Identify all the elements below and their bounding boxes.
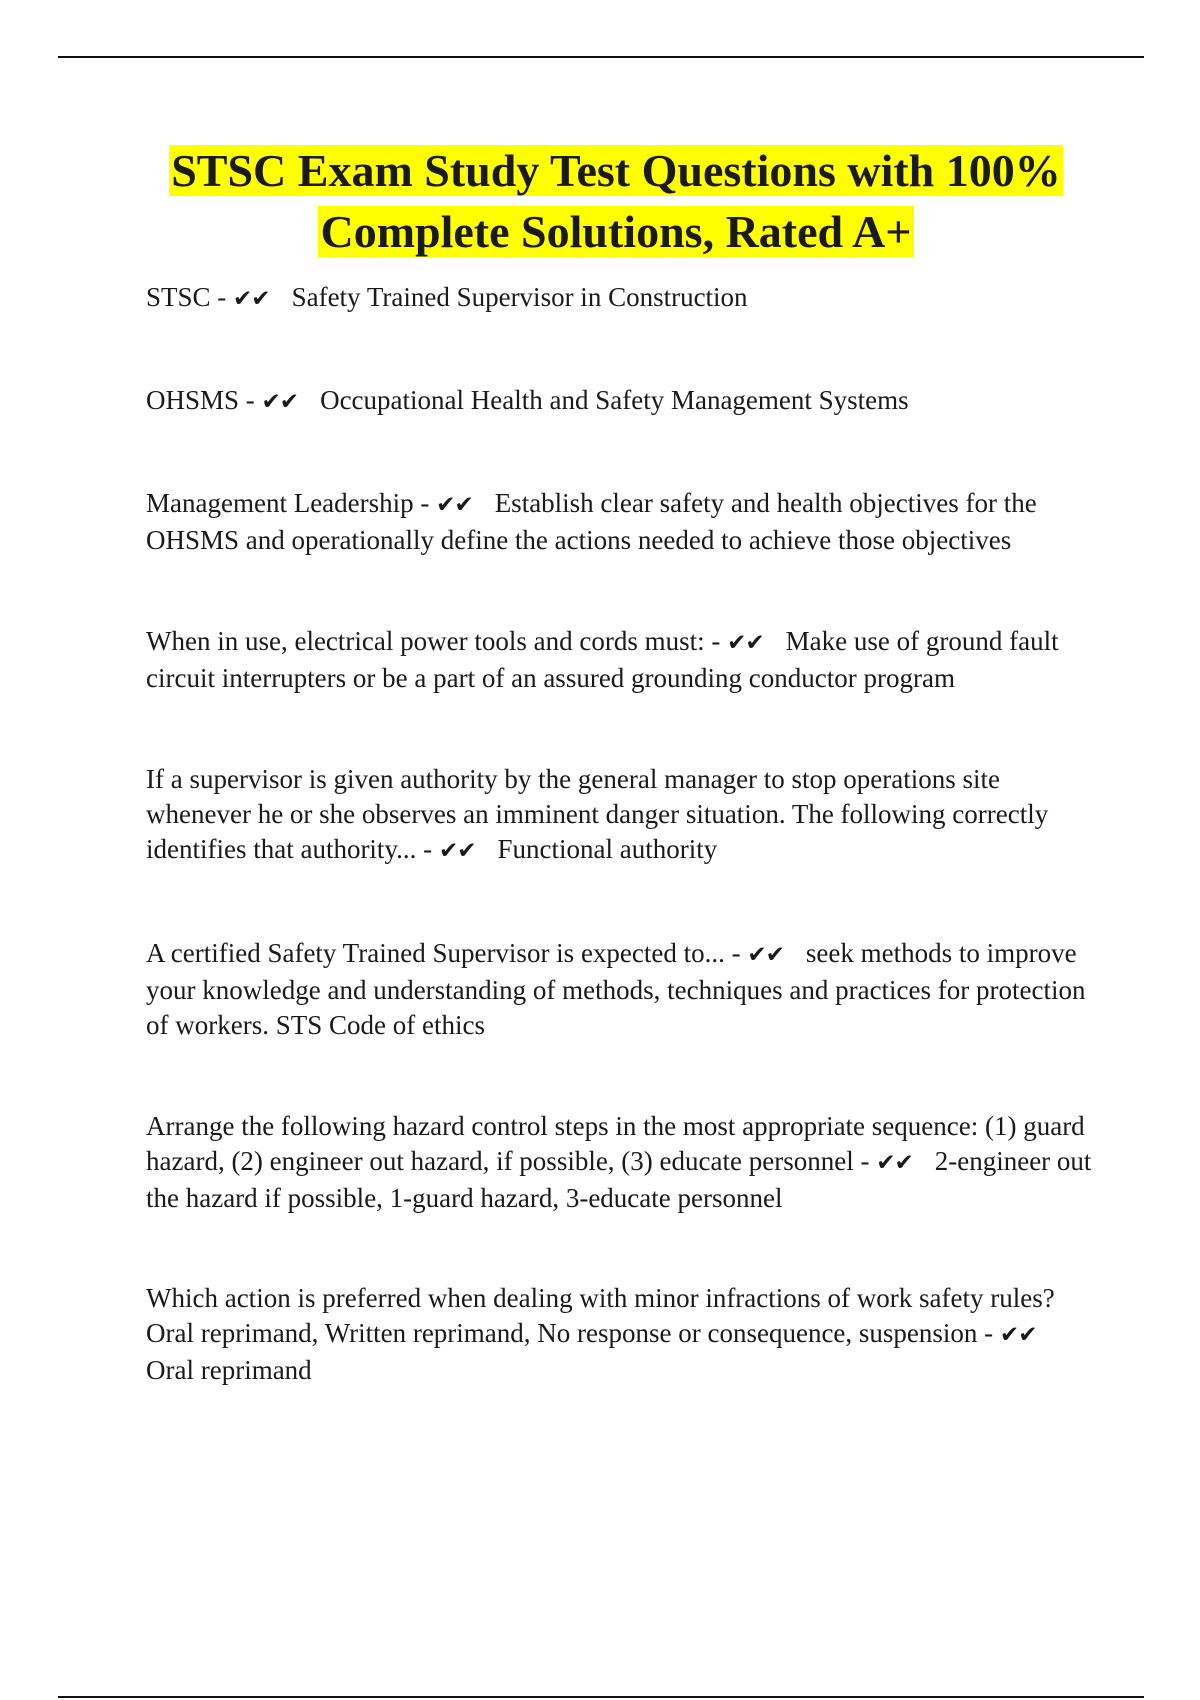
question-text: When in use, electrical power tools and cords must: -: [146, 626, 728, 656]
qa-item-8: [146, 1281, 1096, 1388]
answer-text: 2-engineer out the hazard if possible, 1-guard hazard, 3-educate personnel: [146, 1146, 1092, 1213]
answer-text: seek methods to improve your knowledge and understanding of methods, techniques and practices for protection of workers. STS Code of ethics: [146, 938, 1086, 1040]
check-mark-icon: ✔✔: [436, 492, 473, 518]
title-line-1: STSC Exam Study Test Questions with 100%: [171, 145, 1061, 196]
check-mark-icon: ✔✔: [438, 838, 476, 864]
check-mark-icon: ✔✔: [999, 1322, 1037, 1348]
qa-item-2: [146, 383, 1096, 420]
check-mark-icon: ✔✔: [876, 1150, 913, 1176]
question-text: If a supervisor is given authority by the general manager to stop operations site whenever he or she observes an imminent danger situation. The following correctly identifies that authority... -: [146, 764, 1049, 864]
question-text: Arrange the following hazard control steps in the most appropriate sequence: (1) guard hazard, (2) engineer out hazard, if possible, (3) educate personnel -: [146, 1111, 1085, 1176]
check-mark-icon: ✔✔: [261, 389, 299, 415]
check-mark-icon: ✔✔: [747, 942, 784, 968]
answer-text: Safety Trained Supervisor in Construction: [291, 282, 748, 312]
answer-text: Functional authority: [497, 834, 718, 864]
answer-text: Make use of ground fault circuit interrupters or be a part of an assured grounding conductor program: [146, 626, 1059, 693]
bottom-rule: [58, 1696, 1144, 1698]
top-rule: [58, 56, 1144, 58]
title-line-2: Complete Solutions, Rated A+: [320, 206, 912, 257]
qa-item-3: [146, 486, 1096, 558]
question-text: Management Leadership -: [146, 488, 437, 518]
answer-text: Occupational Health and Safety Management Systems: [320, 385, 909, 415]
answer-text: Oral reprimand: [146, 1355, 312, 1385]
question-text: A certified Safety Trained Supervisor is expected to... -: [146, 938, 748, 968]
question-text: Which action is preferred when dealing with minor infractions of work safety rules? Oral reprimand, Written reprimand, No response or consequence, suspension -: [146, 1283, 1055, 1348]
check-mark-icon: ✔✔: [233, 286, 270, 312]
question-text: OHSMS -: [146, 385, 262, 415]
qa-item-1: [146, 280, 1096, 317]
check-mark-icon: ✔✔: [727, 630, 764, 656]
page-title: [146, 140, 1086, 262]
qa-item-4: [146, 624, 1096, 696]
qa-item-7: [146, 1109, 1096, 1216]
qa-item-5: [146, 762, 1096, 869]
answer-text: Establish clear safety and health objectives for the OHSMS and operationally define the actions needed to achieve those objectives: [146, 488, 1037, 555]
qa-item-6: [146, 936, 1096, 1043]
question-text: STSC -: [146, 282, 234, 312]
